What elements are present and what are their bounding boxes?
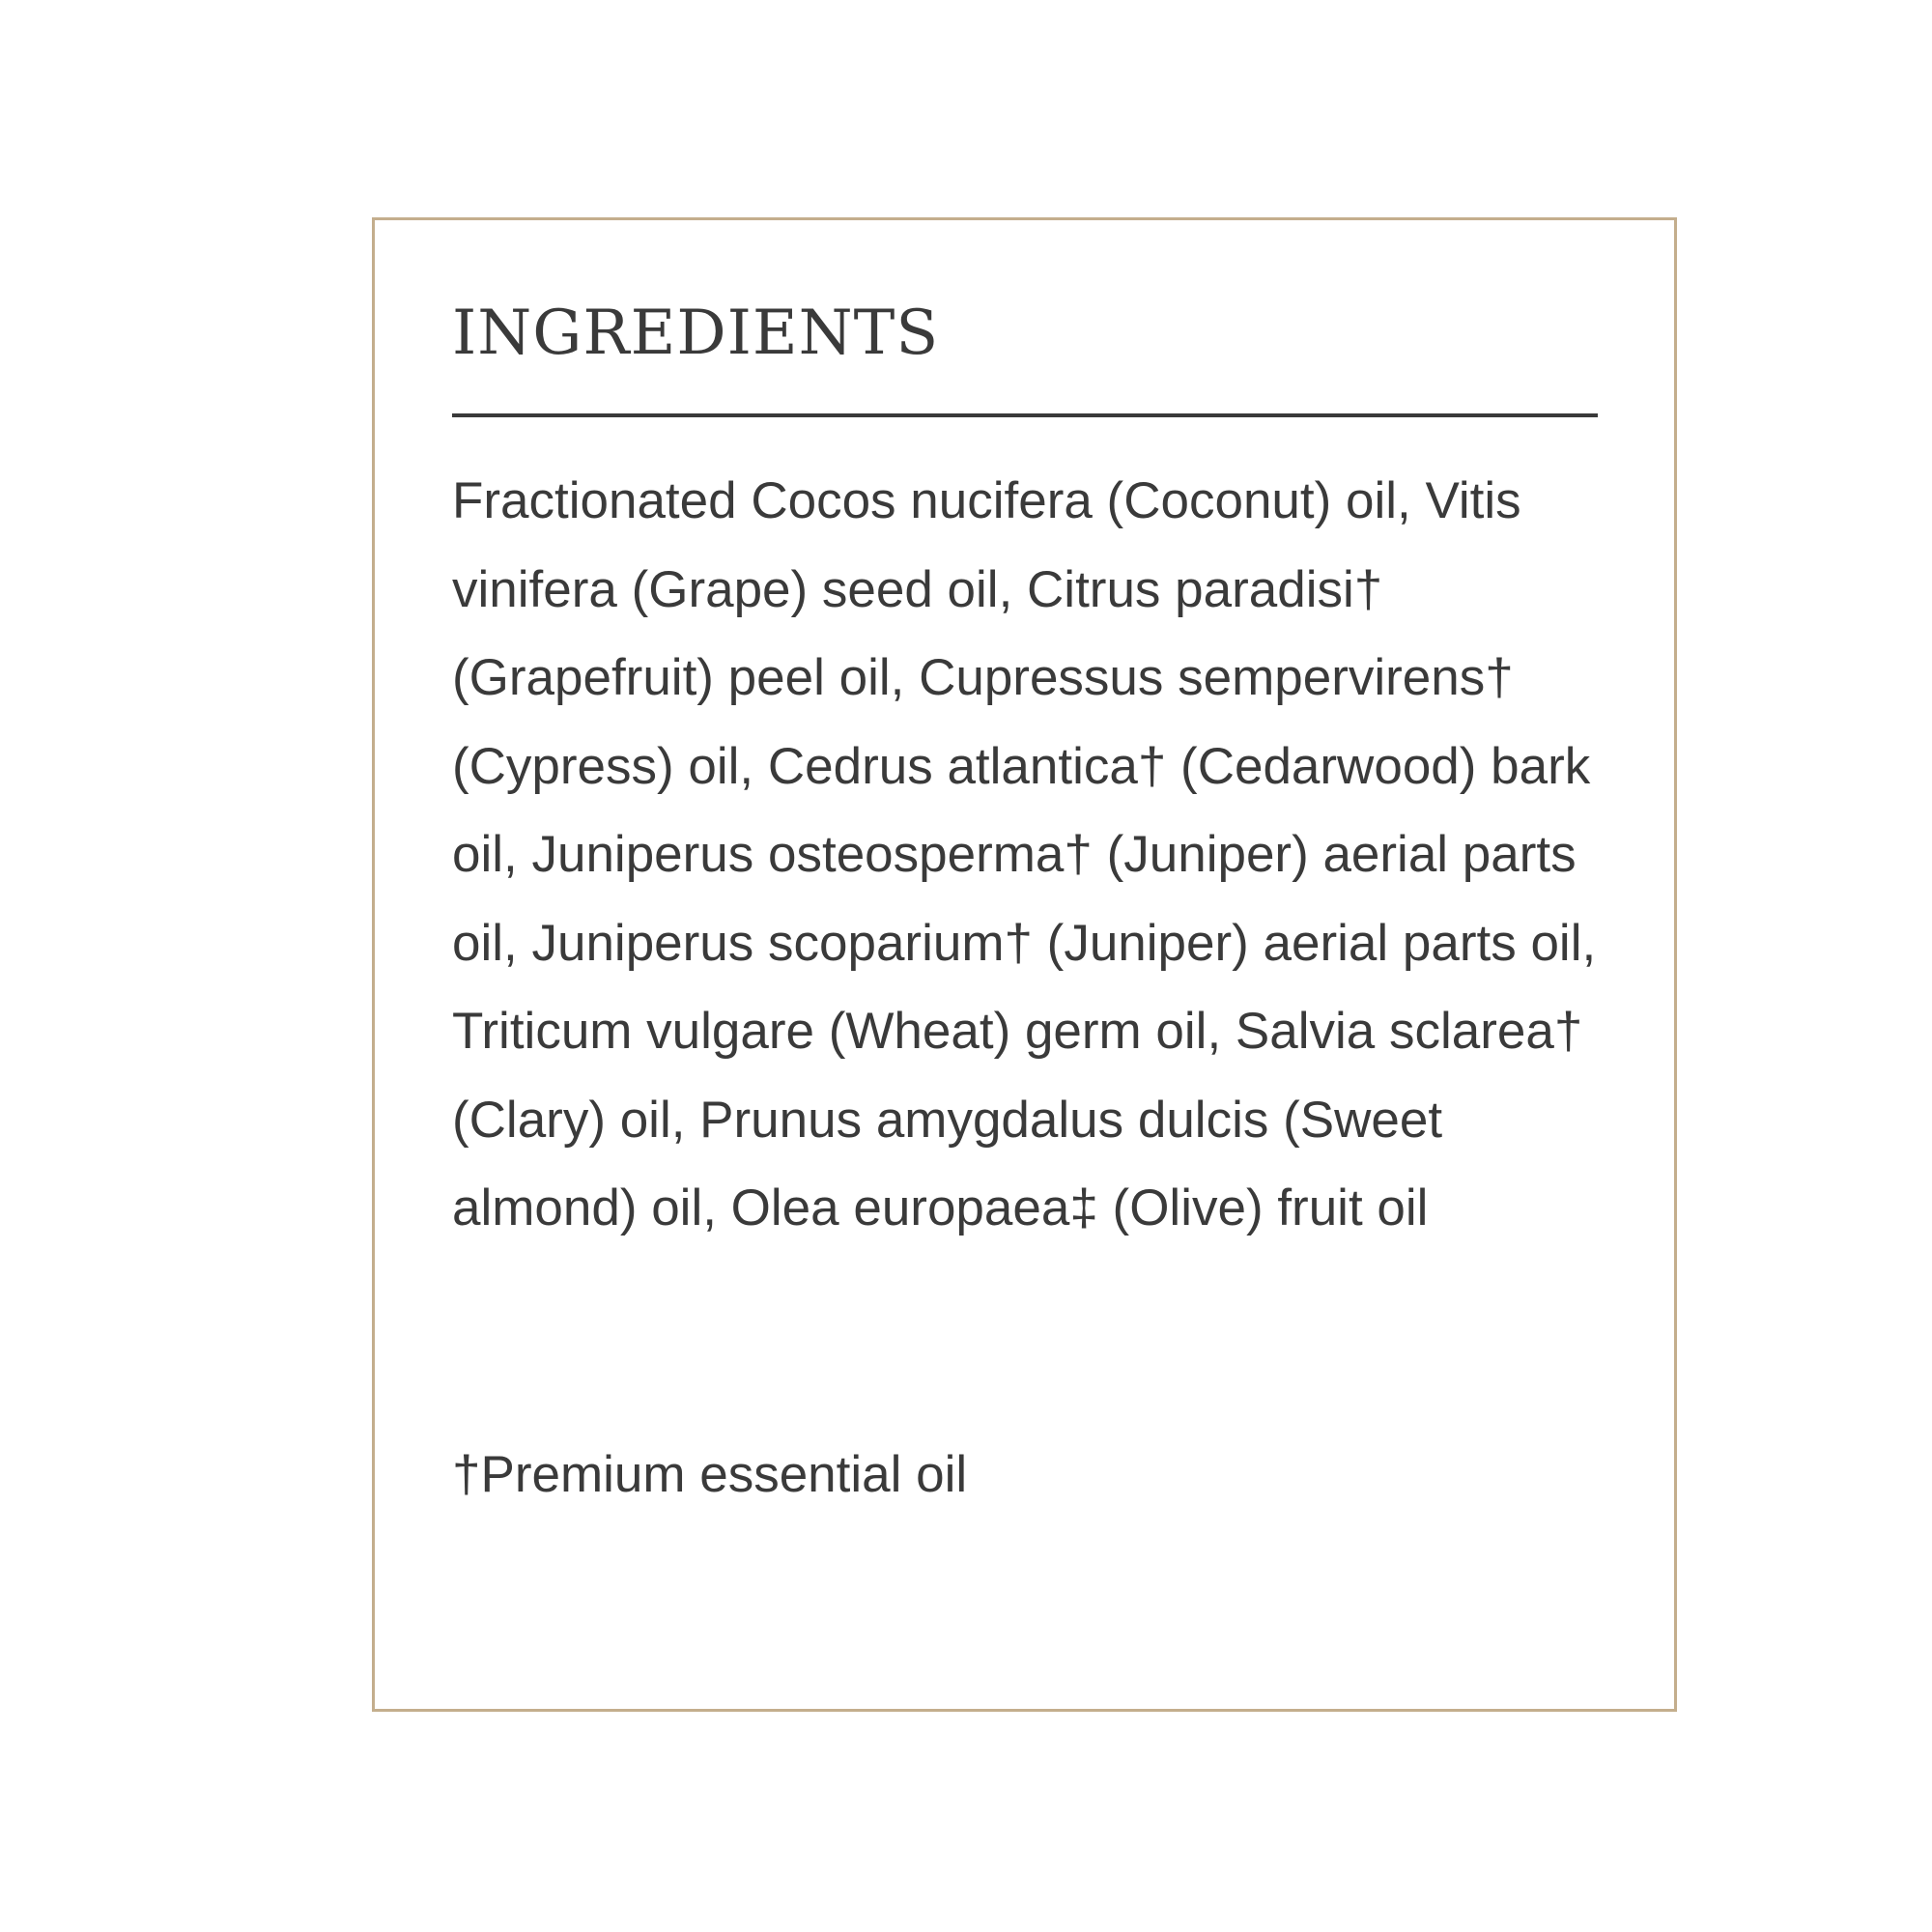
ingredients-title: INGREDIENTS: [452, 298, 940, 369]
ingredients-list: Fractionated Cocos nucifera (Coconut) oil, Vitis vinifera (Grape) seed oil, Citrus paradisi† (Grapefruit) peel oil, Cupressus sempervirens† (Cypress) oil, Cedrus atlantica† (Cedarwood) bark oil, Juniperus osteosperma† (Juniper) aerial parts oil, Juniperus scoparium† (Juniper) aerial parts oil, Triticum vulgare (Wheat) germ oil, Salvia sclarea† (Clary) oil, Prunus amygdalus dulcis (Sweet almond) oil, Olea europaea‡ (Olive) fruit oil: [452, 472, 1597, 1236]
premium-oil-footnote: †Premium essential oil: [452, 1446, 968, 1503]
ingredients-card: [372, 217, 1677, 1712]
title-divider: [452, 413, 1598, 417]
